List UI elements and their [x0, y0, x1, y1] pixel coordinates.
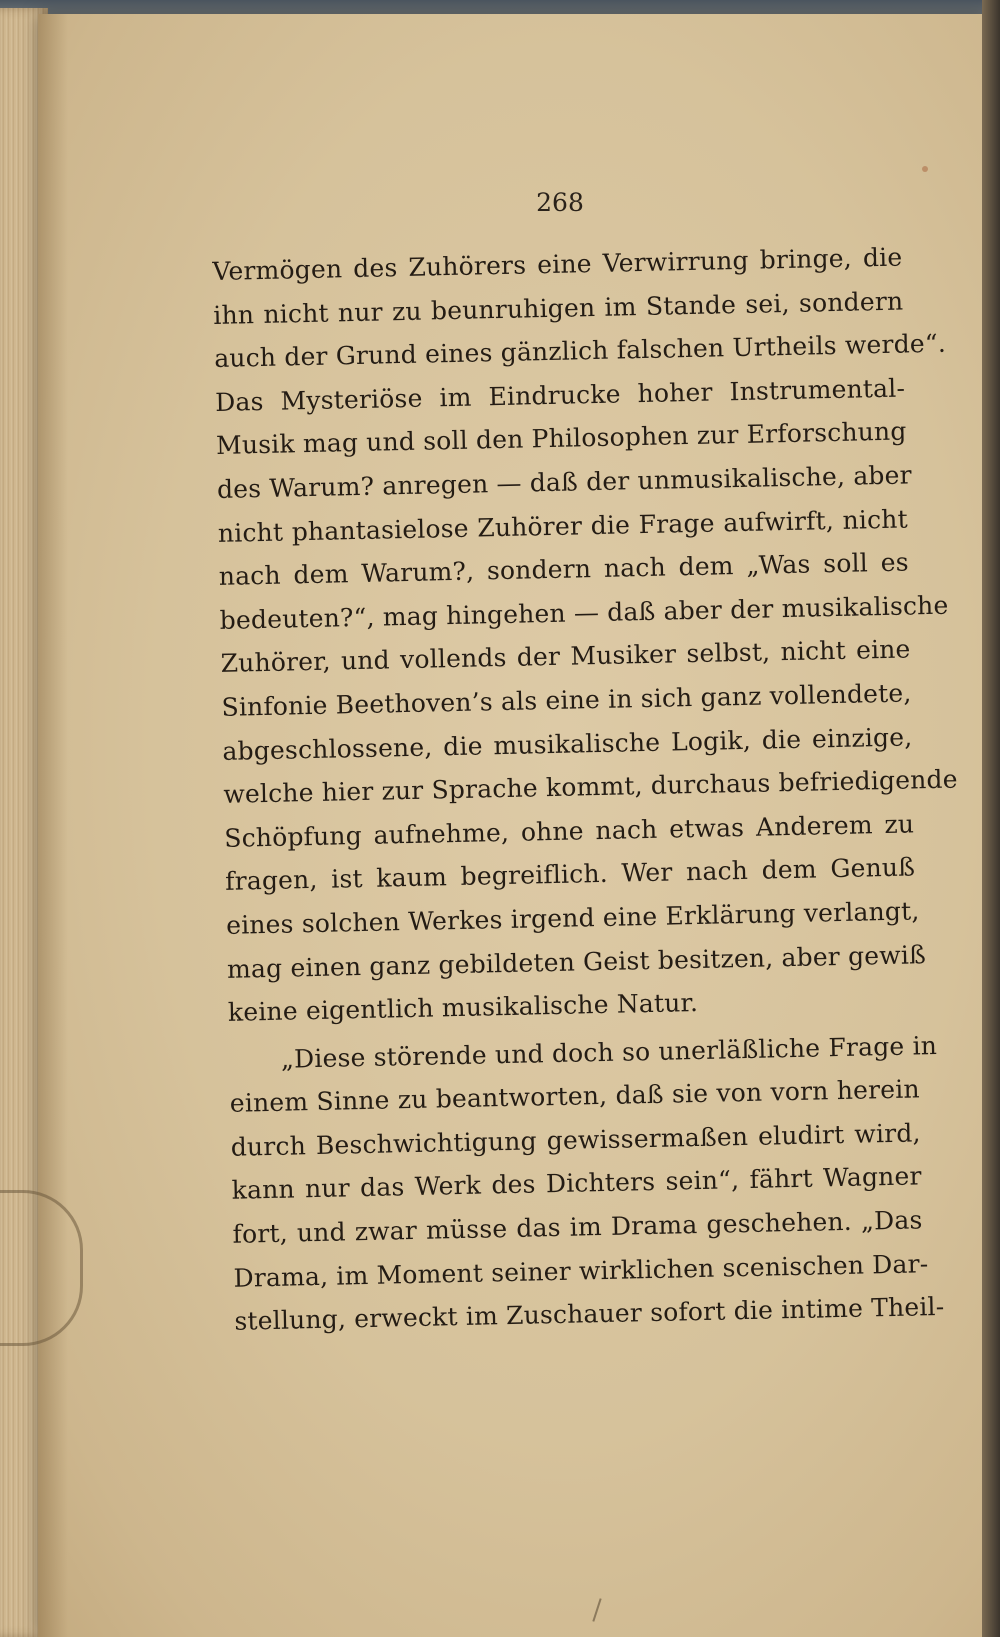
text-line: Vermögen des Zuhörers eine Verwirrung bringe, die	[212, 242, 903, 286]
paragraph	[212, 235, 958, 1034]
page-clip-mark	[0, 1190, 83, 1346]
text-line: auch der Grund eines gänzlich falschen Urtheils werde“.	[213, 328, 947, 374]
text-line: abgeschlossene, die musikalische Logik, die einzige,	[222, 721, 913, 766]
page-number: 268	[536, 188, 584, 217]
text-line: Sinfonie Beethoven’s als eine in sich ganz vollendete,	[221, 678, 912, 722]
text-line: Schöpfung aufnehme, ohne nach etwas Anderem zu	[224, 809, 915, 853]
text-line: bedeuten?“, mag hingehen — daß aber der musikalische	[219, 590, 949, 635]
paper-spot	[922, 166, 928, 172]
paragraph	[229, 1024, 945, 1344]
text-line: Musik mag und soll den Philosophen zur Erforschung	[215, 416, 907, 461]
text-line: „Diese störende und doch so unerläßliche Frage in	[280, 1030, 938, 1074]
text-line: keine eigentlich musikalische Natur.	[227, 988, 699, 1027]
text-line: nicht phantasielose Zuhörer die Frage aufwirft, nicht	[217, 504, 909, 548]
body-text	[212, 235, 958, 1343]
text-line: fragen, ist kaum begreiflich. Wer nach dem Genuß	[224, 852, 916, 897]
page-fold-shadow	[38, 14, 68, 1637]
text-line: nach dem Warum?, sondern nach dem „Was soll es	[218, 547, 909, 592]
text-line: welche hier zur Sprache kommt, durchaus befriedigende	[223, 764, 958, 810]
text-line: Zuhörer, und vollends der Musiker selbst, nicht eine	[220, 634, 911, 679]
text-line: kann nur das Werk des Dichters sein“, fährt Wagner	[231, 1161, 922, 1206]
text-line: einem Sinne zu beantworten, daß sie von vorn herein	[229, 1074, 921, 1119]
text-line: ihn nicht nur zu beunruhigen im Stande sei, sondern	[213, 286, 904, 330]
text-line: fort, und zwar müsse das im Drama geschehen. „Das	[232, 1205, 923, 1249]
text-line: des Warum? anregen — daß der unmusikalische, aber	[216, 460, 913, 504]
binding-edge	[982, 0, 1000, 1637]
text-line: Drama, im Moment seiner wirklichen scenischen Dar-	[233, 1248, 929, 1293]
text-line: Das Mysteriöse im Eindrucke hoher Instrumental-	[214, 373, 906, 417]
text-line: stellung, erweckt im Zuschauer sofort die intime Theil-	[234, 1292, 945, 1337]
text-line: mag einen ganz gebildeten Geist besitzen, aber gewiß	[226, 939, 927, 984]
text-line: eines solchen Werkes irgend eine Erklärung verlangt,	[225, 896, 920, 940]
text-line: durch Beschwichtigung gewissermaßen eludirt wird,	[230, 1118, 921, 1162]
